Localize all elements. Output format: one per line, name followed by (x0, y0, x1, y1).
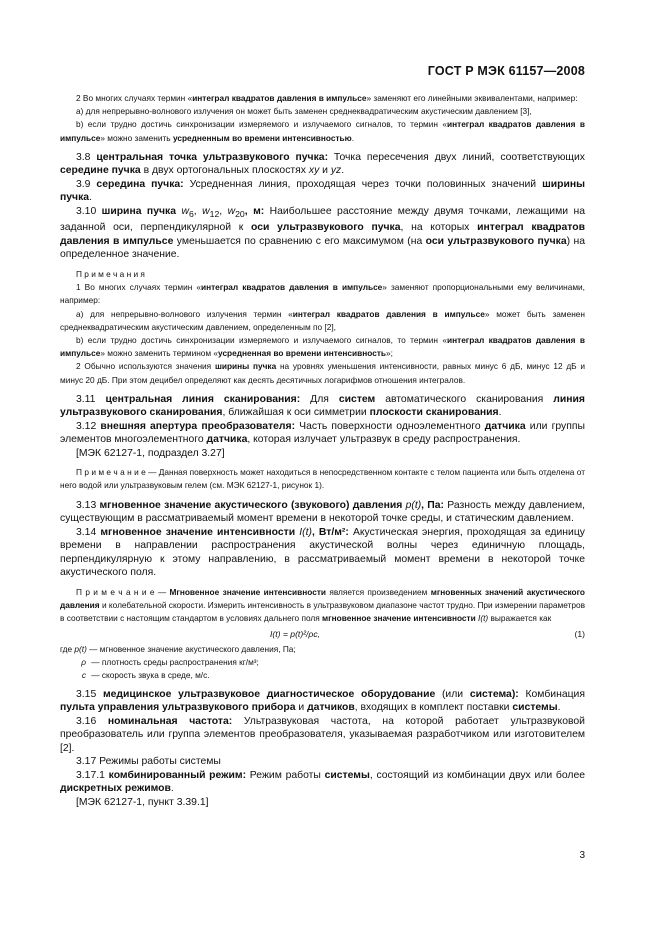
note-3-12: П р и м е ч а н и е — Данная поверхность может находиться в непосредственном контакте с телом пациента или быть отделена от него водой или ультразвуковым гелем (см. МЭК 62127-1, рисунок 1). (60, 467, 585, 491)
note-1-item-b: b) если трудно достичь синхронизации измеряемого и излучаемого сигналов, то термин «интеграл квадратов давления в импульсе» можно заменить термином «усредненная во времени интенсивность»; (60, 334, 585, 359)
page-content (60, 92, 585, 809)
term-3-9: 3.9 середина пучка: Усредненная линия, проходящая через точки половинных значений ширины пучка. (60, 178, 585, 204)
term-3-14: 3.14 мгновенное значение интенсивности I(t), Вт/м²: Акустическая энергия, проходящая за единицу времени в направлении распространения акустической волны через единичную площадь, перпендикулярную к этому направлению, в рассматриваемый момент времени в некоторой точке акустического поля. (60, 526, 585, 579)
formula-expression: I(t) = p(t)²/ρc, (270, 629, 321, 640)
where-line-1: где p(t) — мгновенное значение акустического давления, Па; (60, 644, 296, 655)
note-1-beam-width: 1 Во многих случаях термин «интеграл квадратов давления в импульсе» заменяют пропорциональными ему величинами, например: (60, 282, 585, 306)
note-1-item-a: а) для непрерывно-волнового излучения термин «интеграл квадратов давления в импульсе» может быть заменен среднеквадратическим акустическим давлением, определенным по [2], (60, 308, 585, 332)
term-3-17-1-reference: [МЭК 62127-1, пункт 3.39.1] (76, 796, 209, 808)
note-2-beam-width: 2 Обычно используются значения ширины пучка на уровнях уменьшения интенсивности, равных минус 6 дБ, минус 12 дБ и минус 20 дБ. При этом децибел определяют как десять десятичных логарифмов отношения интегралов. (60, 361, 586, 385)
note-3-14: П р и м е ч а н и е — Мгновенное значение интенсивности является произведением мгновенных значений акустического давления и колебательной скорости. Измерить интенсивность в ультразвуковом диапазоне частот трудно. При измерении параметров в соответствии с настоящим стандартом в условиях дальнего поля мгновенное значение интенсивности I(t) выражается как (60, 586, 585, 624)
standard-header: ГОСТ Р МЭК 61157—2008 (427, 64, 585, 78)
section-3-17: 3.17 Режимы работы системы (76, 756, 221, 768)
formula-1 (60, 625, 585, 643)
term-3-13: 3.13 мгновенное значение акустического (звукового) давления p(t), Па: Разность между давлением, существующим в рассматриваемый момент времени в некоторой точке среды, и статическим давлением. (60, 499, 585, 525)
note-2-item-b: b) если трудно достичь синхронизации измеряемого и излучаемого сигналов, то термин «интеграл квадратов давления в импульсе» можно заменить усредненным во времени интенсивностью. (60, 119, 585, 143)
term-3-10: 3.10 ширина пучка $w_6$, $w_{12}$, $w_{20}$, м: Наибольшее расстояние между двумя точками, лежащими на заданной оси, перпендикулярной к оси ультразвукового пучка, на которых интеграл квадратов давления в импульсе уменьшается по сравнению с его максимумом (на оси ультразвукового пучка) на определенное значение. (60, 205, 585, 261)
page-number: 3 (579, 850, 585, 861)
formula-number: (1) (574, 629, 585, 640)
term-3-16: 3.16 номинальная частота: Ультразвуковая частота, на которой работает ультразвуковой преобразователь или группа элементов преобразователя, указываемая разработчиком или изготовителем [2]. (60, 715, 585, 754)
term-3-15: 3.15 медицинское ультразвуковое диагностическое оборудование (или система): Комбинация пульта управления ультразвукового прибора и датчиков, входящих в комплект поставки системы. (60, 688, 585, 714)
where-line-3: c — скорость звука в среде, м/с. (81, 669, 210, 680)
note-2-item-a: а) для непрерывно-волнового излучения он может быть заменен среднеквадратическим акустическим давлением [3], (76, 106, 532, 117)
term-3-17-1: 3.17.1 комбинированный режим: Режим работы системы, состоящий из комбинации двух или более дискретных режимов. (60, 769, 586, 795)
term-3-12: 3.12 внешняя апертура преобразователя: Часть поверхности одноэлементного датчика или группы элементов многоэлементного датчика, которая излучает ультразвук в среду распространения. (60, 420, 585, 446)
notes-label: П р и м е ч а н и я (76, 268, 145, 279)
note-2-beam-axis: 2 Во многих случаях термин «интеграл квадратов давления в импульсе» заменяют его линейными эквивалентами, например: (76, 93, 578, 103)
term-3-11: 3.11 центральная линия сканирования: Для систем автоматического сканирования линия ультразвукового сканирования, ближайшая к оси симметрии плоскости сканирования. (60, 393, 585, 419)
term-3-12-reference: [МЭК 62127-1, подраздел 3.27] (76, 447, 225, 459)
where-line-2: ρ — плотность среды распространения кг/м³; (81, 657, 259, 668)
term-3-8: 3.8 центральная точка ультразвукового пучка: Точка пересечения двух линий, соответствующих середине пучка в двух ортогональных плоскостях xy и yz. (60, 151, 585, 177)
